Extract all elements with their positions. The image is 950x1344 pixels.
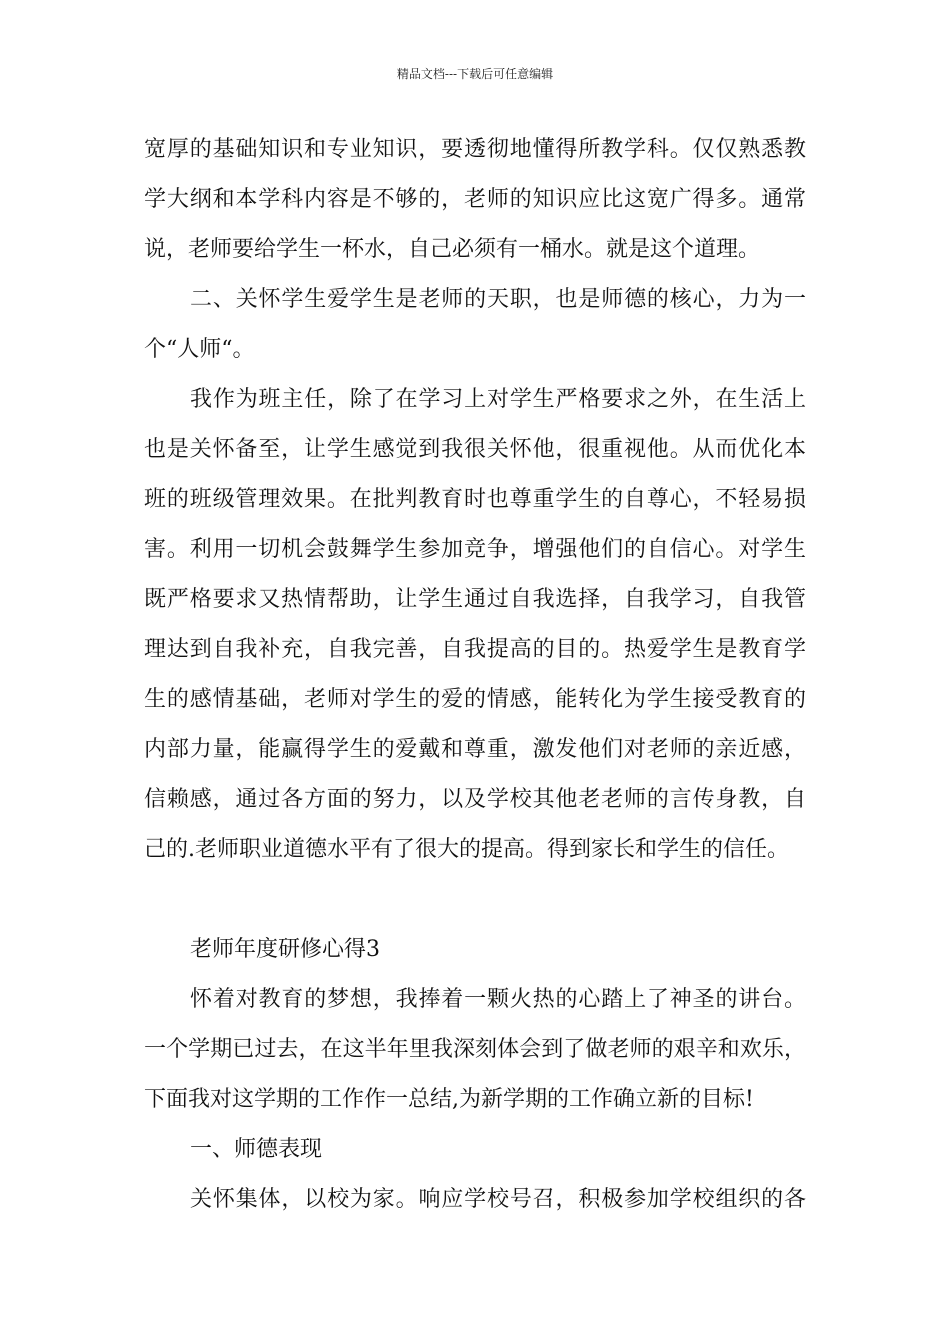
text-line: 宽厚的基础知识和专业知识，要透彻地懂得所教学科。仅仅熟悉教: [144, 137, 806, 162]
text-line: 下面我对这学期的工作作一总结,为新学期的工作确立新的目标!: [144, 1087, 754, 1112]
section-heading-line: 一、师德表现: [190, 1137, 323, 1162]
text-line: 关怀集体，以校为家。响应学校号召，积极参加学校组织的各: [190, 1187, 806, 1212]
text-line: 既严格要求又热情帮助，让学生通过自我选择，自我学习，自我管: [144, 587, 806, 612]
text-line: 一个学期已过去，在这半年里我深刻体会到了做老师的艰辛和欢乐，: [144, 1037, 806, 1062]
paragraph-gap: [144, 875, 806, 925]
text-line: 说，老师要给学生一杯水，自己必须有一桶水。就是这个道理。: [144, 237, 761, 262]
text-line: 信赖感，通过各方面的努力，以及学校其他老老师的言传身教，自: [144, 787, 806, 812]
text-line: 个“人师“。: [144, 337, 255, 362]
text-line: 己的.老师职业道德水平有了很大的提高。得到家长和学生的信任。: [144, 837, 789, 862]
page-header: 精品文档---下载后可任意编辑: [396, 67, 554, 81]
text-line: 害。利用一切机会鼓舞学生参加竞争，增强他们的自信心。对学生: [144, 537, 806, 562]
text-line: 班的班级管理效果。在批判教育时也尊重学生的自尊心，不轻易损: [144, 487, 806, 512]
text-line: 学大纲和本学科内容是不够的，老师的知识应比这宽广得多。通常: [144, 187, 806, 212]
text-line: 理达到自我补充，自我完善，自我提高的目的。热爱学生是教育学: [144, 637, 806, 662]
text-line: 怀着对教育的梦想，我捧着一颗火热的心踏上了神圣的讲台。: [190, 987, 806, 1012]
text-line: 生的感情基础，老师对学生的爱的情感，能转化为学生接受教育的: [144, 687, 806, 712]
document-body: [144, 125, 806, 1225]
text-line: 内部力量，能赢得学生的爱戴和尊重，激发他们对老师的亲近感，: [144, 737, 806, 762]
section-title: 老师年度研修心得3: [190, 937, 380, 962]
text-line: 也是关怀备至，让学生感觉到我很关怀他，很重视他。从而优化本: [144, 437, 806, 462]
section-heading-line: 二、关怀学生爱学生是老师的天职，也是师德的核心，力为一: [190, 287, 806, 312]
text-line: 我作为班主任，除了在学习上对学生严格要求之外，在生活上: [190, 387, 806, 412]
